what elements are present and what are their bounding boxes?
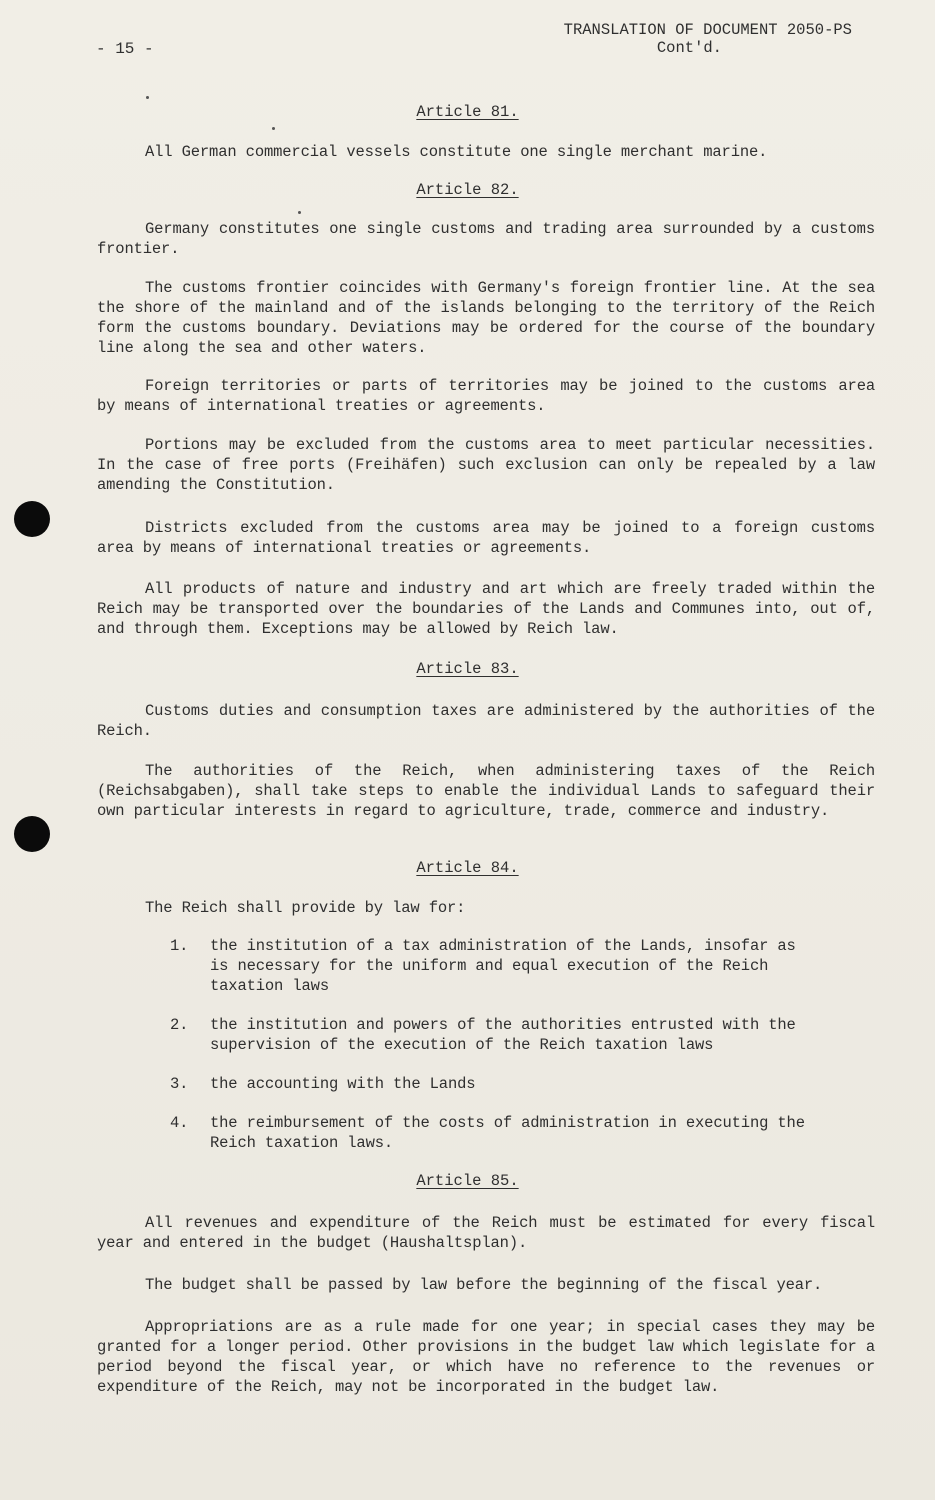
list-item xyxy=(170,1074,810,1094)
article-81-heading: Article 81. xyxy=(416,103,519,121)
list-item-text: the reimbursement of the costs of administration in executing the Reich taxation laws. xyxy=(210,1114,805,1152)
list-item-number: 2. xyxy=(170,1016,189,1034)
article-82-paragraph-4: Portions may be excluded from the customs area to meet particular necessities. In the case of free ports (Freihäfen) such exclusion can only be repealed by a law amending the Constitution. xyxy=(97,436,875,494)
document-title: TRANSLATION OF DOCUMENT 2050-PS xyxy=(563,21,852,39)
list-item-number: 1. xyxy=(170,937,189,955)
article-84-intro: The Reich shall provide by law for: xyxy=(145,899,466,917)
article-81-paragraph-1: All German commercial vessels constitute one single merchant marine. xyxy=(145,143,768,161)
list-item-number: 4. xyxy=(170,1114,189,1132)
document-header xyxy=(564,21,852,57)
article-82-paragraph-3: Foreign territories or parts of territories may be joined to the customs area by means of international treaties or agreements. xyxy=(97,377,875,415)
punch-hole xyxy=(14,501,50,537)
page-number: - 15 - xyxy=(96,40,154,58)
article-82-paragraph-5: Districts excluded from the customs area may be joined to a foreign customs area by means of international treaties or agreements. xyxy=(97,519,875,557)
paper-speck xyxy=(272,127,275,130)
article-85-paragraph-3: Appropriations are as a rule made for one year; in special cases they may be granted for a longer period. Other provisions in the budget law which legislate for a period beyond the fiscal year, or which have no reference to the revenues or expenditure of the Reich, may not be incorporated in the budget law. xyxy=(97,1318,875,1396)
list-item-text: the accounting with the Lands xyxy=(210,1075,476,1093)
article-83-paragraph-2: The authorities of the Reich, when administering taxes of the Reich (Reichsabgaben), shall take steps to enable the individual Lands to safeguard their own particular interests in regard to agriculture, trade, commerce and industry. xyxy=(97,762,875,820)
paper-speck xyxy=(298,211,301,214)
list-item-number: 3. xyxy=(170,1075,189,1093)
list-item-text: the institution and powers of the authorities entrusted with the supervision of the execution of the Reich taxation laws xyxy=(210,1016,796,1054)
list-item-text: the institution of a tax administration of the Lands, insofar as is necessary for the uniform and equal execution of the Reich taxation laws xyxy=(210,937,796,995)
continued-label: Cont'd. xyxy=(656,39,722,57)
article-85-paragraph-2: The budget shall be passed by law before the beginning of the fiscal year. xyxy=(145,1276,823,1294)
article-82-heading: Article 82. xyxy=(416,181,519,199)
list-item xyxy=(170,1015,810,1055)
punch-hole xyxy=(14,816,50,852)
article-82-paragraph-6: All products of nature and industry and art which are freely traded within the Reich may be transported over the boundaries of the Lands and Communes into, out of, and through them. Exceptions may be allowed by Reich law. xyxy=(97,580,875,638)
article-85-paragraph-1: All revenues and expenditure of the Reich must be estimated for every fiscal year and entered in the budget (Haushaltsplan). xyxy=(97,1214,875,1252)
article-83-paragraph-1: Customs duties and consumption taxes are administered by the authorities of the Reich. xyxy=(97,702,875,740)
article-85-heading: Article 85. xyxy=(416,1172,519,1190)
article-82-paragraph-2: The customs frontier coincides with Germany's foreign frontier line. At the sea the shore of the mainland and of the islands belonging to the territory of the Reich form the customs boundary. Deviations may be ordered for the course of the boundary line along the sea and other waters. xyxy=(97,279,875,357)
list-item xyxy=(170,936,810,996)
article-83-heading: Article 83. xyxy=(416,660,519,678)
article-82-paragraph-1: Germany constitutes one single customs and trading area surrounded by a customs frontier. xyxy=(97,220,875,258)
paper-speck xyxy=(146,96,149,99)
list-item xyxy=(170,1113,810,1153)
article-84-list xyxy=(170,936,810,1172)
article-84-heading: Article 84. xyxy=(416,859,519,877)
